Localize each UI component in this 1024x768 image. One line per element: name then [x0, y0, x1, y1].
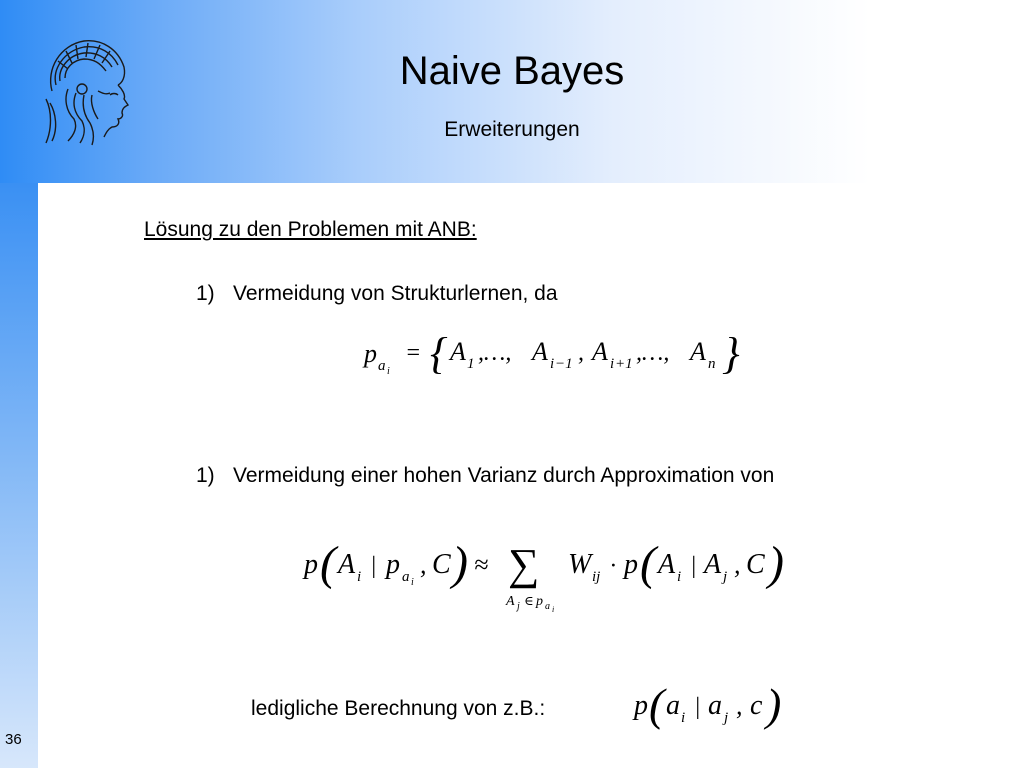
svg-text:): ): [766, 679, 782, 730]
left-gradient-stripe: [0, 183, 38, 768]
list-item-text: Vermeidung einer hohen Varianz durch Approximation von: [233, 464, 775, 487]
svg-text:A: A: [532, 337, 548, 366]
svg-text:(: (: [640, 537, 656, 590]
svg-text:=: =: [405, 340, 422, 366]
svg-text:i: i: [357, 569, 362, 585]
svg-text:a: a: [378, 358, 386, 374]
svg-text:i: i: [610, 356, 615, 372]
svg-text:1: 1: [467, 356, 475, 372]
svg-text:+1: +1: [615, 356, 633, 372]
svg-text:i: i: [552, 605, 555, 614]
list-item-text: Vermeidung von Strukturlernen, da: [233, 282, 558, 305]
parent-set-formula: [360, 330, 760, 387]
section-heading: Lösung zu den Problemen mit ANB:: [144, 218, 477, 241]
helmeted-head-logo-icon: [38, 33, 132, 148]
svg-text:,: ,: [736, 691, 743, 720]
svg-text:i: i: [677, 569, 682, 585]
svg-text:·: ·: [610, 553, 616, 579]
svg-text:a: a: [402, 569, 410, 585]
svg-text:−1: −1: [555, 356, 573, 372]
svg-text:a: a: [708, 690, 722, 721]
svg-text:C: C: [432, 549, 451, 580]
svg-text:i: i: [387, 366, 390, 377]
svg-text:p: p: [386, 549, 400, 580]
svg-text:ij: ij: [592, 569, 601, 585]
list-item-number: 1): [196, 464, 215, 487]
svg-text:|: |: [690, 553, 697, 579]
svg-text:p: p: [364, 339, 377, 368]
svg-text:,…,: ,…,: [478, 340, 512, 366]
svg-text:A: A: [704, 549, 722, 580]
svg-text:≈: ≈: [474, 550, 489, 579]
svg-text:∑: ∑: [508, 540, 540, 589]
svg-text:j: j: [724, 710, 729, 726]
approximation-formula: [300, 533, 800, 623]
example-formula: [632, 680, 802, 741]
svg-text:∈: ∈: [524, 593, 534, 608]
page-number: 36: [5, 731, 22, 748]
svg-text:i: i: [411, 577, 414, 588]
svg-text:): ): [768, 537, 784, 590]
svg-text:,: ,: [734, 550, 741, 579]
svg-text:j: j: [517, 601, 520, 612]
slide-title: Naive Bayes: [399, 49, 625, 93]
svg-text:,…,: ,…,: [636, 340, 670, 366]
svg-text:(: (: [649, 679, 665, 730]
svg-text:n: n: [708, 356, 716, 372]
svg-text:|: |: [370, 553, 377, 579]
svg-text:A: A: [450, 337, 466, 366]
svg-text:p: p: [634, 690, 648, 721]
svg-text:}: }: [722, 329, 740, 378]
svg-text:i: i: [550, 356, 555, 372]
svg-text:W: W: [568, 549, 592, 580]
svg-text:j: j: [723, 569, 728, 585]
svg-text:A: A: [506, 594, 515, 609]
svg-text:a: a: [545, 601, 550, 612]
svg-text:p: p: [536, 594, 543, 609]
svg-text:i: i: [681, 710, 686, 726]
svg-text:): ): [452, 537, 468, 590]
svg-text:|: |: [694, 694, 701, 720]
svg-text:(: (: [320, 537, 336, 590]
svg-text:c: c: [750, 690, 763, 721]
svg-text:p: p: [624, 549, 638, 580]
svg-text:A: A: [658, 549, 676, 580]
list-item-number: 1): [196, 282, 215, 305]
svg-text:A: A: [338, 549, 356, 580]
svg-text:A: A: [592, 337, 608, 366]
svg-text:A: A: [690, 337, 706, 366]
slide-subtitle: Erweiterungen: [444, 118, 580, 141]
svg-text:C: C: [746, 549, 765, 580]
example-note: ledigliche Berechnung von z.B.:: [251, 697, 546, 720]
svg-text:p: p: [304, 549, 318, 580]
svg-text:,: ,: [578, 340, 584, 366]
svg-text:,: ,: [420, 550, 427, 579]
svg-text:a: a: [666, 690, 680, 721]
svg-text:{: {: [430, 329, 448, 378]
